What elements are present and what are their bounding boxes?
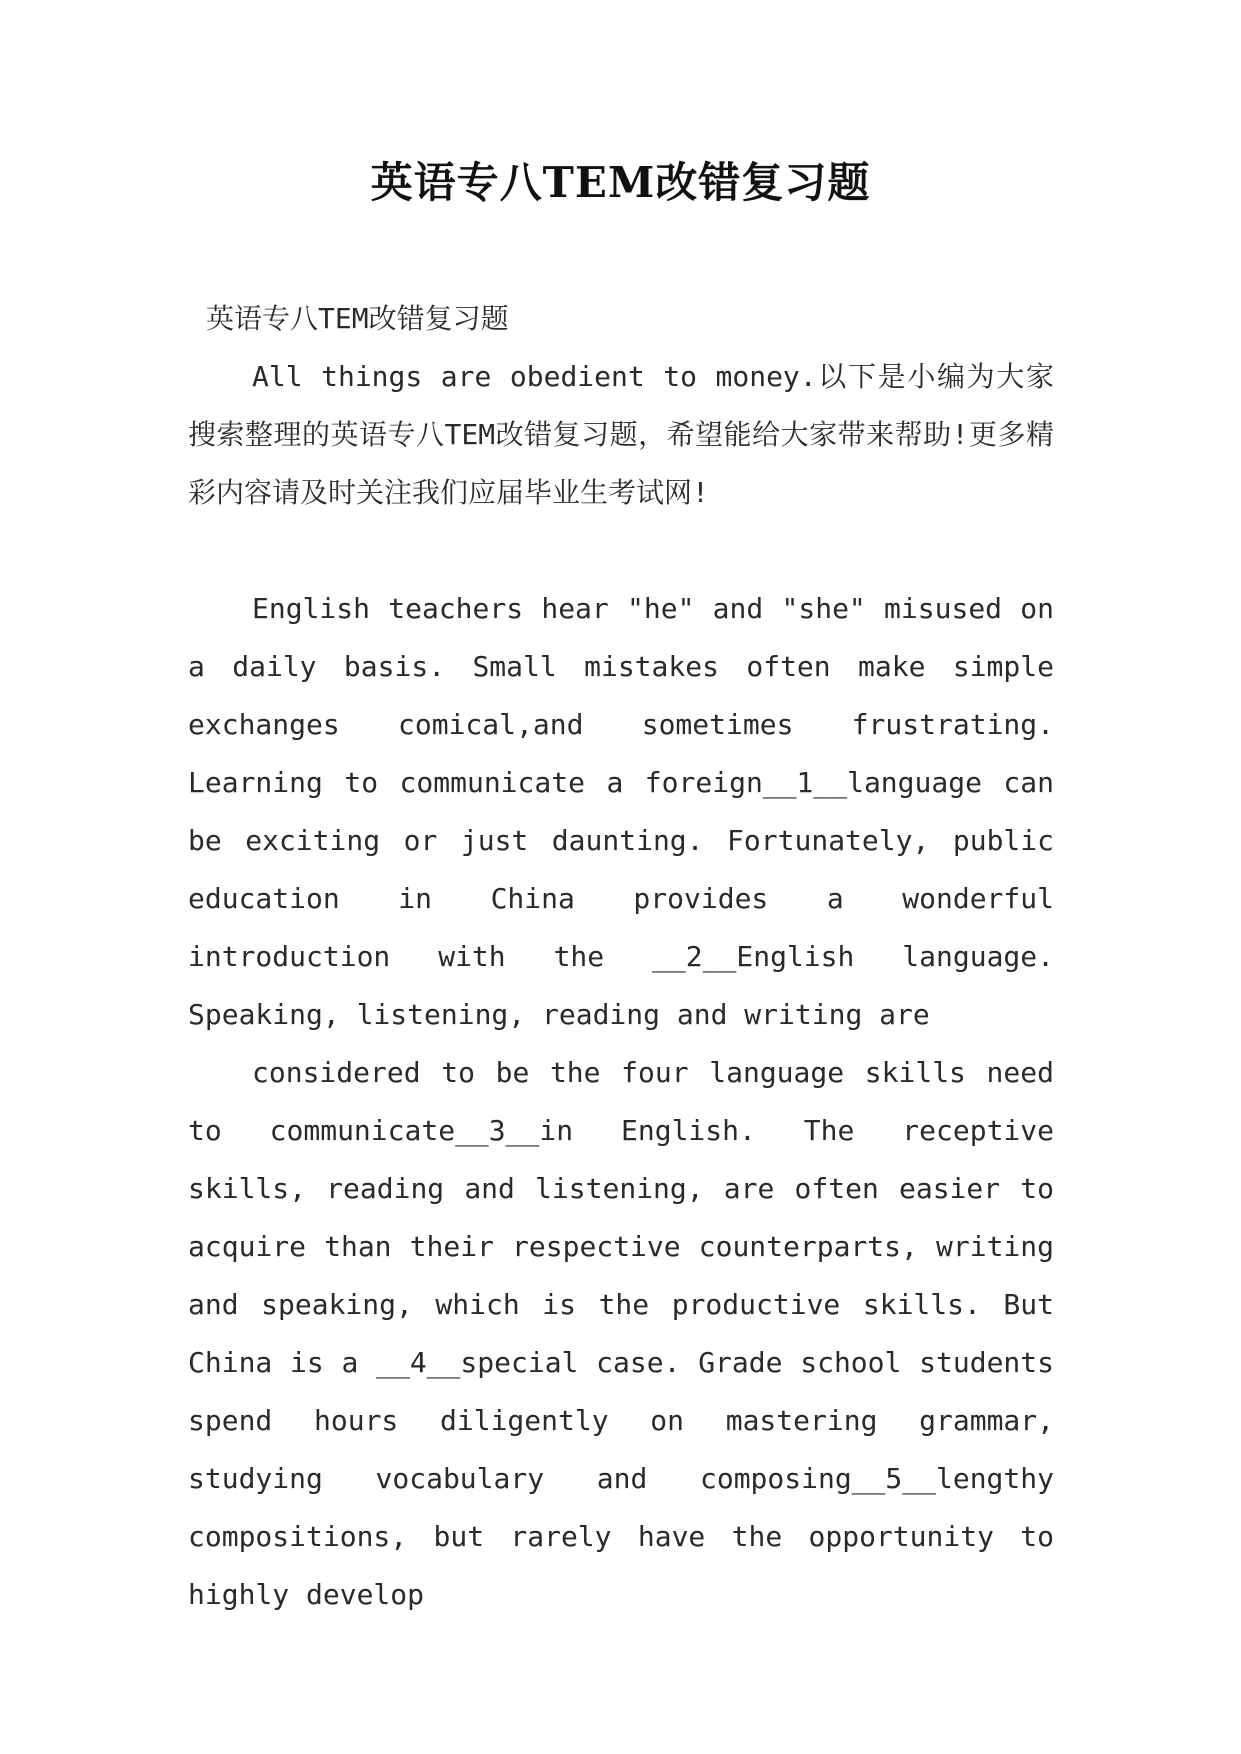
- paragraph-spacer: [188, 522, 1054, 580]
- document-body: [188, 290, 1054, 1624]
- document-title: 英语专八TEM改错复习题: [370, 158, 871, 207]
- intro-paragraph: All things are obedient to money.以下是小编为大家搜索整理的英语专八TEM改错复习题，希望能给大家带来帮助!更多精彩内容请及时关注我们应届毕业生考试网!: [188, 360, 1054, 509]
- passage-paragraph-1: English teachers hear "he" and "she" misused on a daily basis. Small mistakes often make simple exchanges comical,and sometimes frustrating. Learning to communicate a foreign__1__language can be exciting or just daunting. Fortunately, public education in China provides a wonderful introduction with the __2__English language. Speaking, listening, reading and writing are: [188, 592, 1054, 1031]
- passage-paragraph-2: considered to be the four language skills need to communicate__3__in English. The receptive skills, reading and listening, are often easier to acquire than their respective counterparts, writing and speaking, which is the productive skills. But China is a __4__special case. Grade school students spend hours diligently on mastering grammar, studying vocabulary and composing__5__lengthy compositions, but rarely have the opportunity to highly develop: [188, 1056, 1054, 1611]
- document-subtitle: 英语专八TEM改错复习题: [206, 302, 509, 335]
